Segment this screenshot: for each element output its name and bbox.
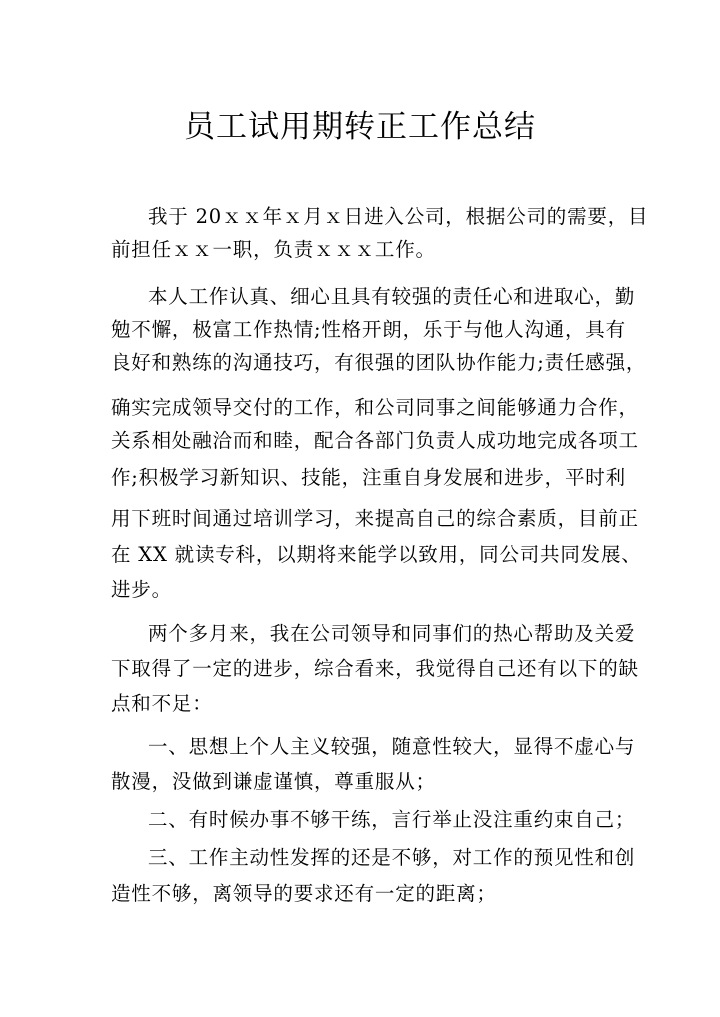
body-line-4: 勉不懈，极富工作热情;性格开朗，乐于与他人沟通，具有 xyxy=(111,318,626,341)
body-line-6: 确实完成领导交付的工作，和公司同事之间能够通力合作， xyxy=(111,396,639,419)
body-line-1: 我于 20ｘｘ年ｘ月ｘ日进入公司，根据公司的需要，目 xyxy=(148,205,649,228)
body-line-19: 造性不够，离领导的要求还有一定的距离； xyxy=(111,882,497,905)
body-line-11: 进步。 xyxy=(111,578,172,601)
body-line-2: 前担任ｘｘ一职，负责ｘｘｘ工作。 xyxy=(111,238,436,261)
body-line-9: 用下班时间通过培训学习，来提高自己的综合素质，目前正 xyxy=(111,507,639,530)
body-line-15: 一、思想上个人主义较强，随意性较大，显得不虚心与 xyxy=(148,735,636,758)
body-line-13: 下取得了一定的进步，综合看来，我觉得自己还有以下的缺 xyxy=(111,657,639,680)
body-line-16: 散漫，没做到谦虚谨慎，尊重服从； xyxy=(111,770,436,793)
body-line-7: 关系相处融洽而和睦，配合各部门负责人成功地完成各项工 xyxy=(111,429,639,452)
body-line-5: 良好和熟练的沟通技巧，有很强的团队协作能力;责任感强， xyxy=(111,351,647,374)
body-line-14: 点和不足： xyxy=(111,692,213,715)
body-line-3: 本人工作认真、细心且具有较强的责任心和进取心，勤 xyxy=(148,285,636,308)
body-line-12: 两个多月来，我在公司领导和同事们的热心帮助及关爱 xyxy=(148,622,636,645)
body-line-8: 作;积极学习新知识、技能，注重自身发展和进步，平时利 xyxy=(111,466,626,489)
document-title: 员工试用期转正工作总结 xyxy=(184,109,536,145)
body-line-17: 二、有时候办事不够干练，言行举止没注重约束自己； xyxy=(148,808,636,831)
body-line-10: 在 XX 就读专科，以期将来能学以致用，同公司共同发展、 xyxy=(111,543,642,566)
body-line-18: 三、工作主动性发挥的还是不够，对工作的预见性和创 xyxy=(148,846,636,869)
